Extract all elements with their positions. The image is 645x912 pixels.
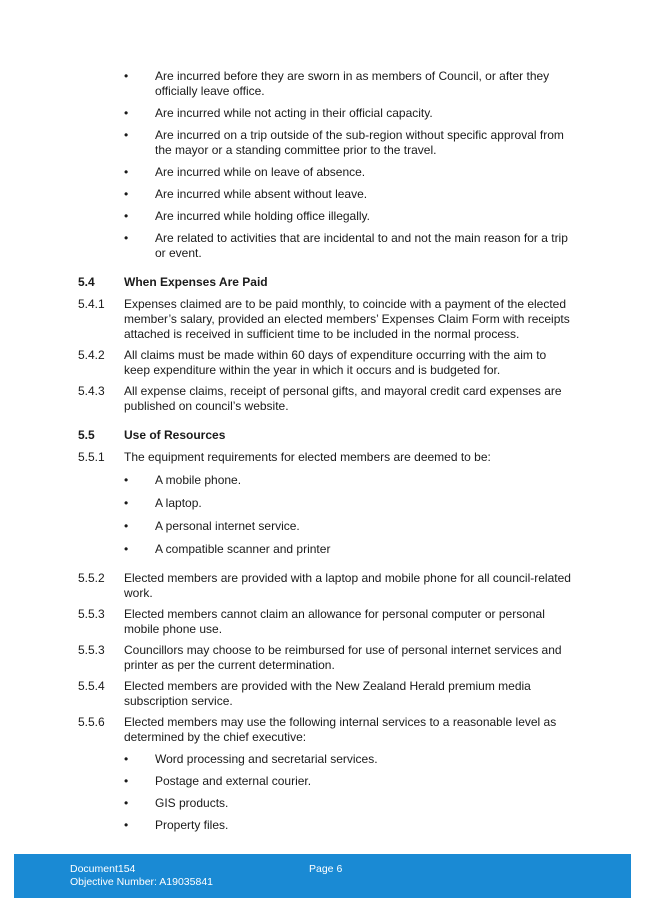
bullet-icon: • xyxy=(124,496,129,510)
footer-page-number: Page 6 xyxy=(309,863,343,875)
list-item: • Postage and external courier. xyxy=(124,774,312,788)
bullet-icon: • xyxy=(124,106,129,120)
bullet-icon: • xyxy=(124,818,129,832)
clause-5-4-2: 5.4.2 All claims must be made within 60 days of expenditure occurring with the aim to keep expenditure within the year in which it occurs and is budgeted for. xyxy=(78,348,547,377)
section-heading-5-4: 5.4 When Expenses Are Paid xyxy=(78,275,268,289)
services-bullet-list xyxy=(78,752,573,833)
intro-bullet-list xyxy=(78,69,573,261)
bullet-icon: • xyxy=(124,752,129,766)
footer-document-info xyxy=(70,863,213,889)
clause-5-5-3b: 5.5.3 Councillors may choose to be reimbursed for use of personal internet services and printer as per the current determination. xyxy=(78,643,562,672)
list-item: • Are incurred while holding office illegally. xyxy=(124,209,371,223)
list-item: • A laptop. xyxy=(124,496,202,510)
list-item: • A personal internet service. xyxy=(124,519,300,533)
list-item: • Word processing and secretarial services. xyxy=(124,752,378,766)
list-item: • Property files. xyxy=(124,818,229,832)
bullet-icon: • xyxy=(124,69,129,83)
bullet-icon: • xyxy=(124,209,129,223)
clause-5-5-6: 5.5.6 Elected members may use the following internal services to a reasonable level as determined by the chief executive: xyxy=(78,715,557,744)
list-item: • A mobile phone. xyxy=(124,473,242,487)
bullet-icon: • xyxy=(124,473,129,487)
footer-objective-number: Objective Number: A19035841 xyxy=(70,876,214,888)
list-item: • Are incurred while on leave of absence. xyxy=(124,165,366,179)
bullet-icon: • xyxy=(124,796,129,810)
bullet-icon: • xyxy=(124,542,129,556)
page-footer xyxy=(14,854,631,898)
page-content xyxy=(78,69,573,840)
bullet-icon: • xyxy=(124,231,129,245)
list-item: • Are incurred on a trip outside of the sub-region without specific approval from the mayor or a standing committee prior to the travel. xyxy=(124,128,564,157)
bullet-icon: • xyxy=(124,187,129,201)
section-heading-5-5: 5.5 Use of Resources xyxy=(78,428,226,442)
list-item: • Are incurred before they are sworn in as members of Council, or after they officially leave office. xyxy=(124,69,550,98)
clause-5-4-1: 5.4.1 Expenses claimed are to be paid monthly, to coincide with a payment of the elected member’s salary, provided an elected members’ Expenses Claim Form with receipts attached is received in sufficient time to be included in the normal process. xyxy=(78,297,570,341)
list-item: • Are related to activities that are incidental to and not the main reason for a trip or event. xyxy=(124,231,568,260)
equipment-bullet-list xyxy=(78,473,573,557)
list-item: • GIS products. xyxy=(124,796,229,810)
list-item: • Are incurred while not acting in their official capacity. xyxy=(124,106,433,120)
clause-5-4-3: 5.4.3 All expense claims, receipt of personal gifts, and mayoral credit card expenses are published on council’s website. xyxy=(78,384,562,413)
clause-5-5-2: 5.5.2 Elected members are provided with a laptop and mobile phone for all council-related work. xyxy=(78,571,571,600)
bullet-icon: • xyxy=(124,165,129,179)
clause-5-5-4: 5.5.4 Elected members are provided with the New Zealand Herald premium media subscription service. xyxy=(78,679,531,708)
clause-5-5-3a: 5.5.3 Elected members cannot claim an allowance for personal computer or personal mobile phone use. xyxy=(78,607,545,636)
bullet-icon: • xyxy=(124,128,129,142)
bullet-icon: • xyxy=(124,519,129,533)
bullet-icon: • xyxy=(124,774,129,788)
list-item: • A compatible scanner and printer xyxy=(124,542,331,556)
footer-document-name: Document154 xyxy=(70,863,136,875)
clause-5-5-1: 5.5.1 The equipment requirements for elected members are deemed to be: xyxy=(78,450,491,464)
list-item: • Are incurred while absent without leave. xyxy=(124,187,368,201)
